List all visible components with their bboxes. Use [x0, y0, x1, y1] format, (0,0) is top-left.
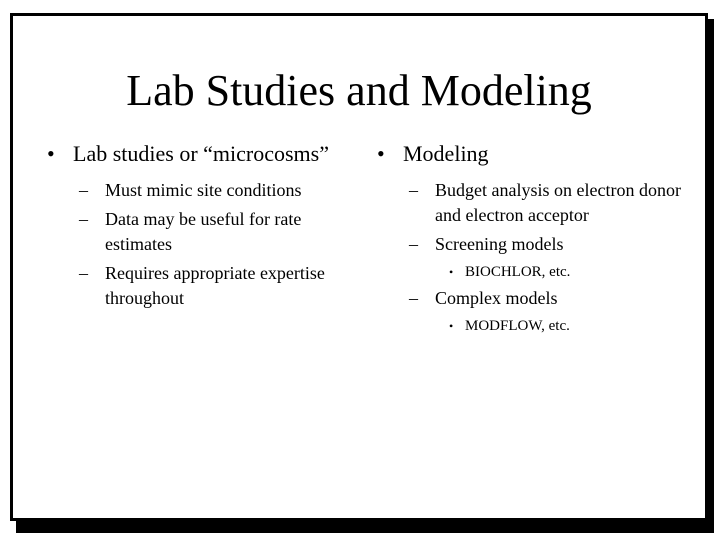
- subitem-budget-analysis: [363, 178, 683, 228]
- subitem-text: Screening models: [435, 234, 564, 254]
- subitem-text: Must mimic site conditions: [105, 180, 302, 200]
- dash-marker: –: [409, 180, 418, 200]
- subitem-rate-estimates: [33, 207, 363, 257]
- subitem-expertise: [33, 261, 363, 311]
- subsubitem-text: MODFLOW, etc.: [465, 318, 570, 334]
- bullet-modeling: [363, 141, 683, 166]
- bullet-marker: •: [47, 141, 55, 166]
- subsubitem-biochlor: [363, 262, 683, 282]
- bullet-marker: •: [377, 141, 385, 166]
- right-column: [363, 141, 683, 336]
- dash-marker: –: [409, 234, 418, 254]
- bullet-marker: •: [449, 319, 454, 333]
- dash-marker: –: [79, 180, 88, 200]
- slide-title: Lab Studies and Modeling: [126, 66, 592, 115]
- bullet-text: Modeling: [403, 141, 489, 166]
- subitem-mimic-site: [33, 178, 363, 203]
- bullet-marker: •: [449, 265, 454, 279]
- dash-marker: –: [409, 288, 418, 308]
- subitem-screening-models: [363, 232, 683, 257]
- dash-marker: –: [79, 263, 88, 283]
- bullet-text: Lab studies or “microcosms”: [73, 141, 329, 166]
- subitem-text: Requires appropriate expertise throughout: [105, 263, 325, 308]
- subsubitem-modflow: [363, 316, 683, 336]
- slide: [10, 13, 708, 521]
- subitem-complex-models: [363, 286, 683, 311]
- subsubitem-text: BIOCHLOR, etc.: [465, 264, 571, 280]
- bullet-lab-studies: [33, 141, 363, 166]
- subitem-text: Budget analysis on electron donor and electron acceptor: [435, 180, 681, 225]
- left-column: [33, 141, 363, 311]
- subitem-text: Data may be useful for rate estimates: [105, 209, 302, 254]
- dash-marker: –: [79, 209, 88, 229]
- subitem-text: Complex models: [435, 288, 558, 308]
